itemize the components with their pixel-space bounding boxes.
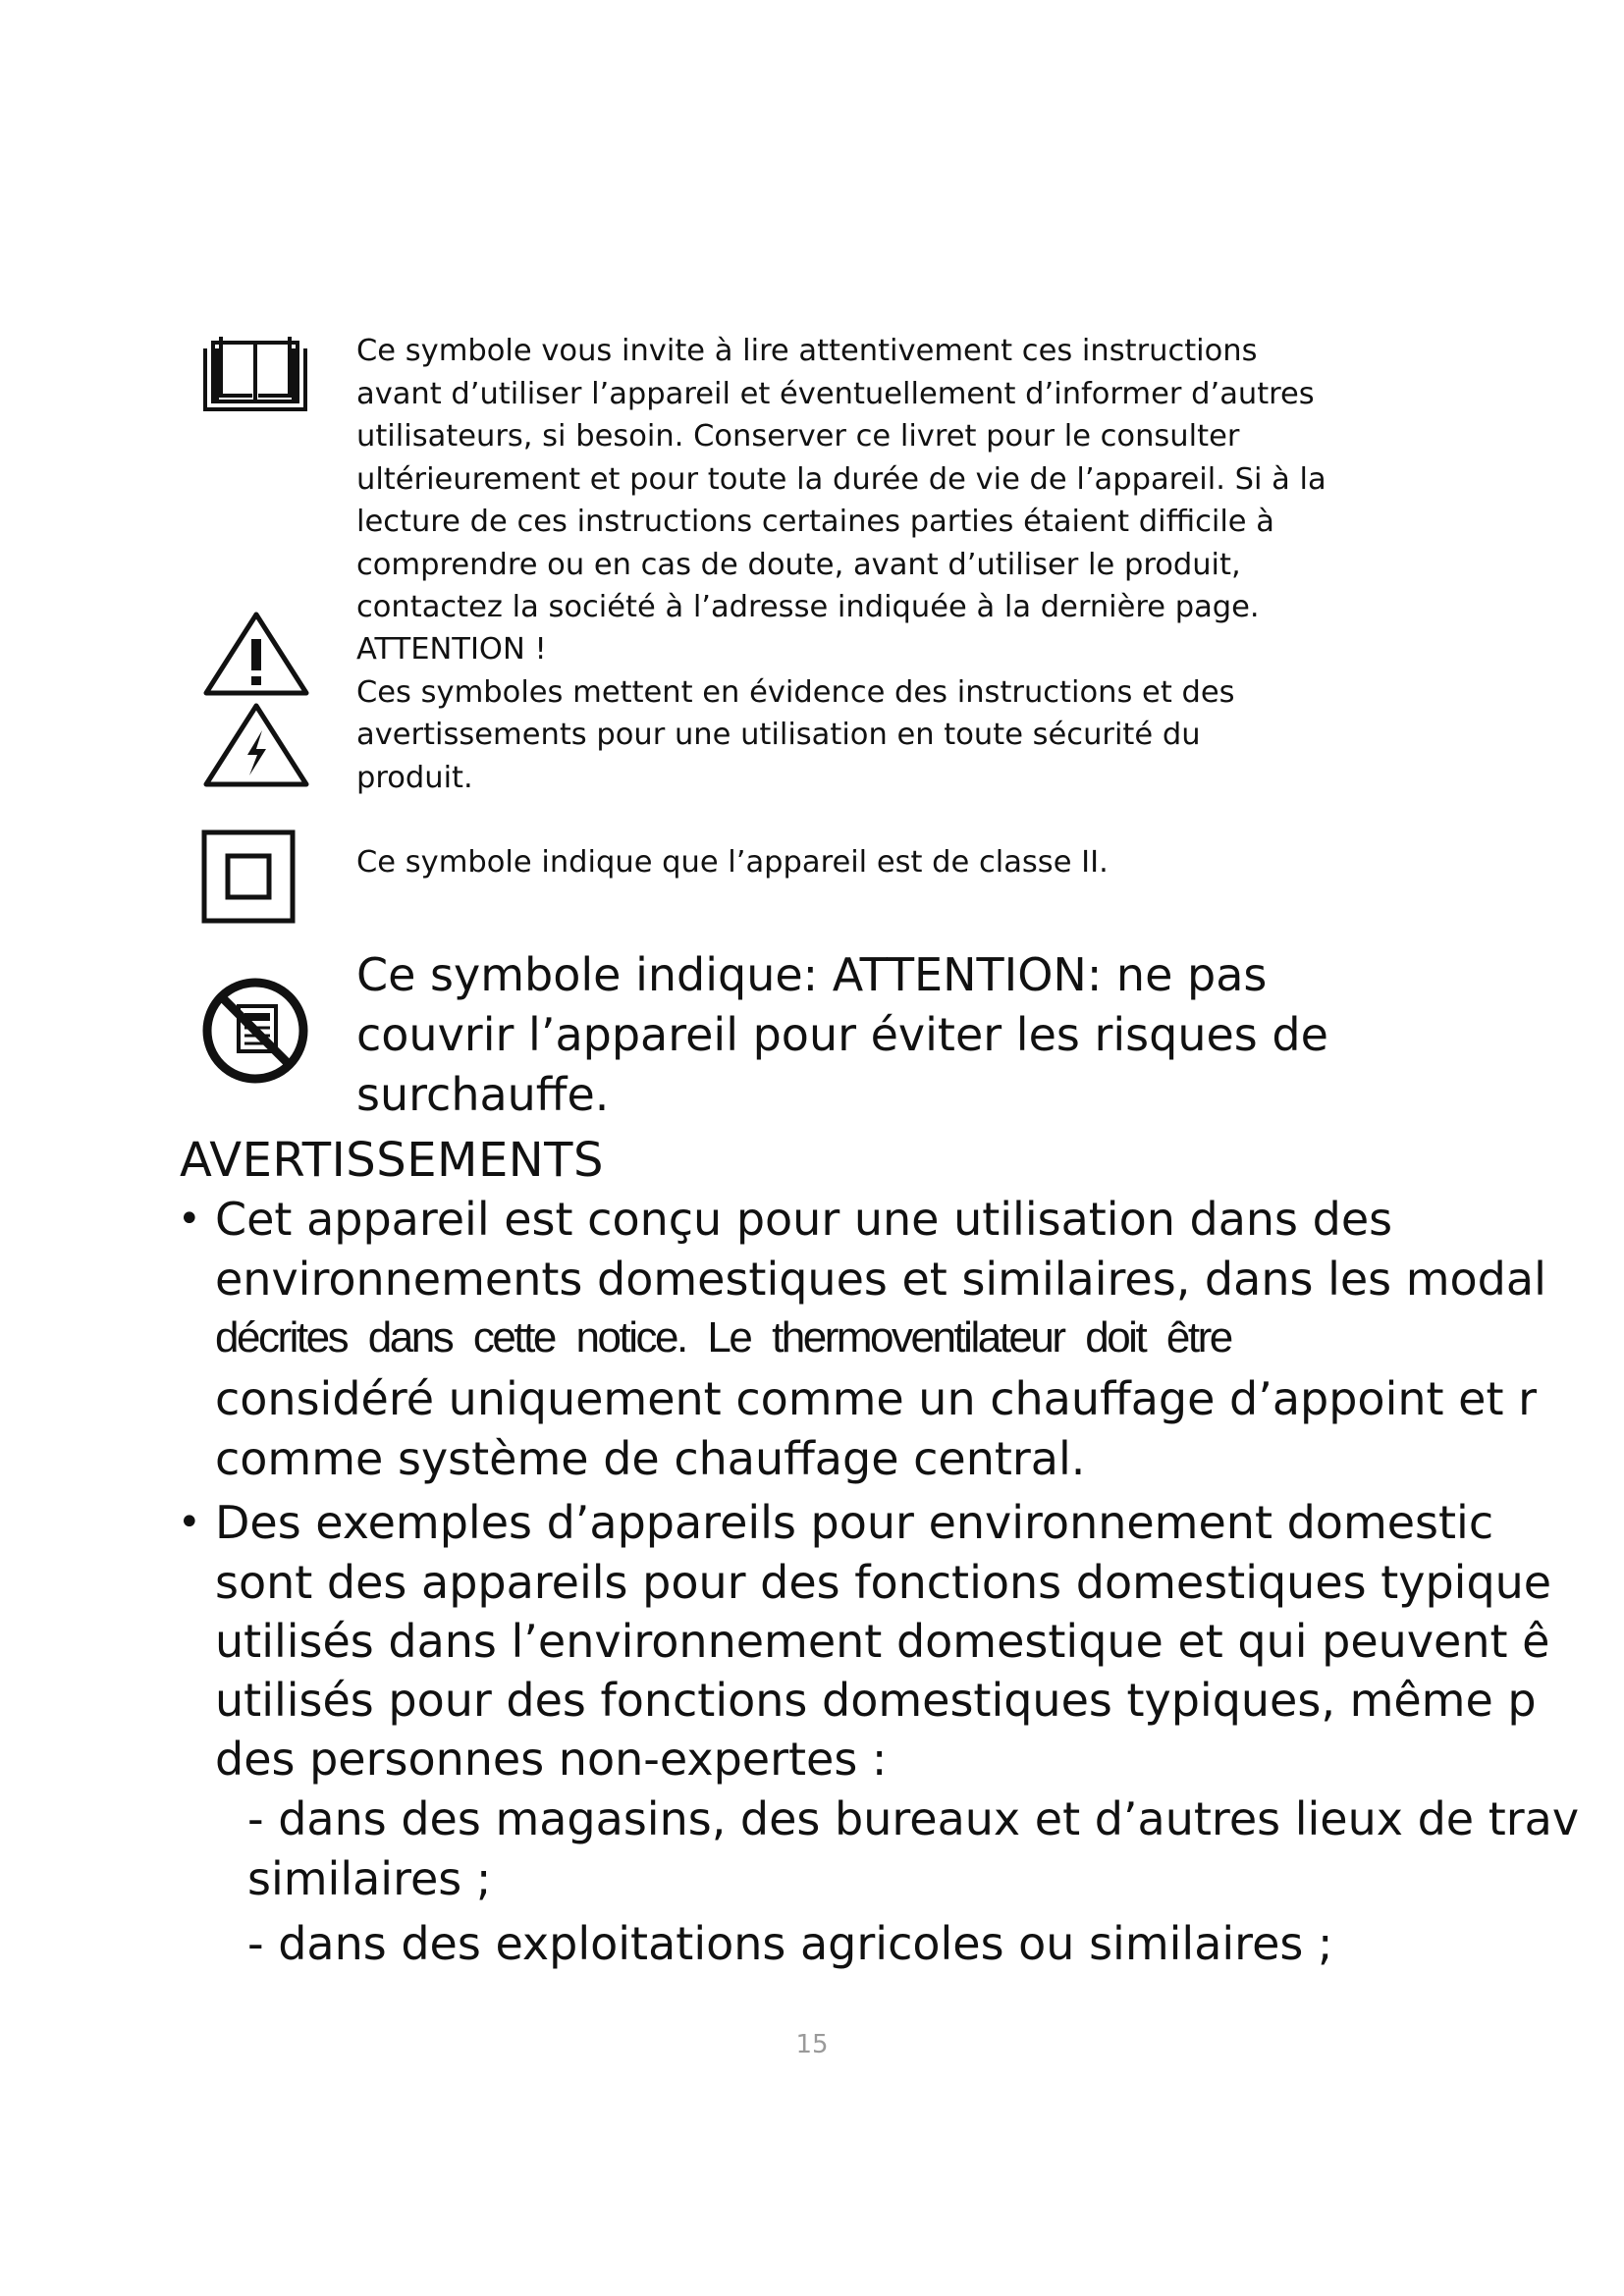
- read-instructions-text: Ce symbole vous invite à lire attentivement ces instructions avant d’utiliser l’appareil et éventuellement d’informer d’autres utilisateurs, si besoin. Conserver ce livret pour le consulter ultérieurement et pour toute la durée de vie de l’appareil. Si à la lecture de ces instructions certaines parties étaient difficile à comprendre ou en cas de doute, avant d’utiliser le produit, contactez la société à l’adresse indiquée à la dernière page.: [356, 334, 1326, 624]
- item-1-line-5: comme système de chauffage central.: [215, 1432, 1086, 1485]
- item-1-line-4: considéré uniquement comme un chauffage d’appoint et r: [215, 1372, 1538, 1425]
- sub-item-2: - dans des exploitations agricoles ou similaires ;: [247, 1917, 1333, 1970]
- attention-text: ATTENTION ! Ces symboles mettent en évidence des instructions et des avertissements pour une utilisation en toute sécurité du produit.: [356, 632, 1235, 795]
- class-ii-text: Ce symbole indique que l’appareil est de classe II.: [356, 845, 1109, 880]
- item-2-line-5: des personnes non-expertes :: [215, 1733, 888, 1786]
- do-not-cover-line-2: couvrir l’appareil pour éviter les risques de: [356, 1008, 1328, 1061]
- warning-triangle-icon: [201, 610, 311, 698]
- do-not-cover-line-3: surchauffe.: [356, 1068, 610, 1121]
- do-not-cover-line-1: Ce symbole indique: ATTENTION: ne pas: [356, 948, 1268, 1001]
- bullet-2: •: [178, 1500, 201, 1545]
- warnings-list: [0, 1188, 1583, 2002]
- do-not-cover-icon: [201, 977, 309, 1085]
- book-icon: [201, 331, 309, 415]
- sub-item-1-line-1: - dans des magasins, des bureaux et d’autres lieux de trav: [247, 1792, 1580, 1845]
- warnings-heading: AVERTISSEMENTS: [180, 1133, 604, 1188]
- page-number: 15: [795, 2030, 829, 2059]
- sub-item-1-line-2: similaires ;: [247, 1852, 492, 1905]
- item-2-line-4: utilisés pour des fonctions domestiques typiques, même p: [215, 1674, 1537, 1727]
- item-2-line-3: utilisés dans l’environnement domestique et qui peuvent ê: [215, 1615, 1550, 1668]
- item-1-line-3: décrites dans cette notice. Le thermoventilateur doit être: [215, 1313, 1231, 1362]
- electric-hazard-icon: [201, 701, 311, 789]
- item-2-line-1: Des exemples d’appareils pour environnement domestic: [215, 1496, 1494, 1549]
- item-1-line-1: Cet appareil est conçu pour une utilisation dans des: [215, 1193, 1393, 1246]
- item-2-line-2: sont des appareils pour des fonctions domestiques typique: [215, 1556, 1552, 1609]
- item-1-line-2: environnements domestiques et similaires, dans les modal: [215, 1253, 1546, 1306]
- class-ii-icon: [201, 829, 299, 928]
- bullet-1: •: [178, 1197, 201, 1242]
